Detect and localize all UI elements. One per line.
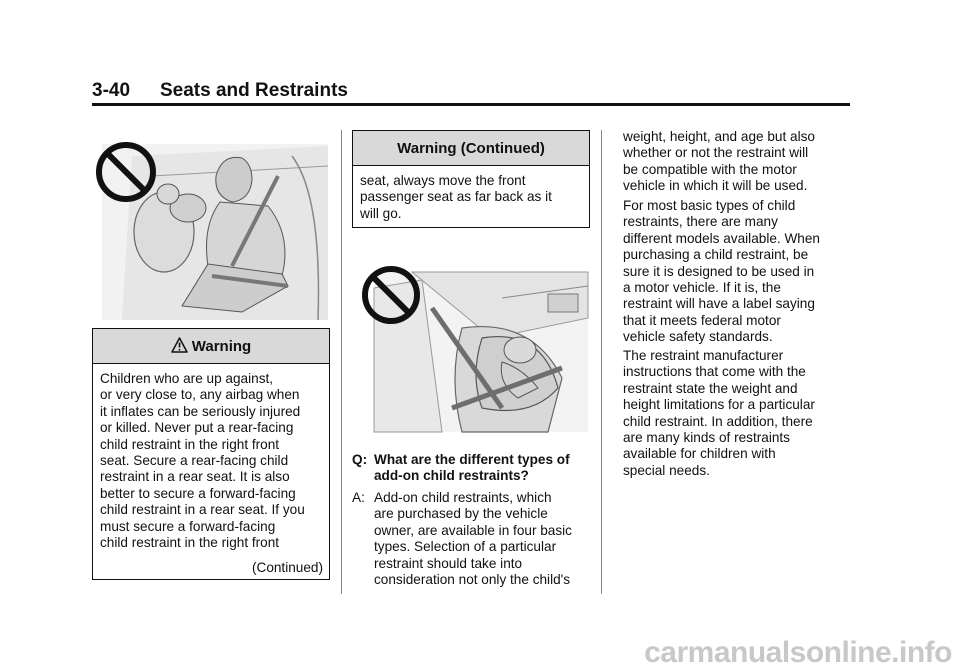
page-number: 3-40 (92, 80, 131, 101)
answer-text (374, 490, 590, 588)
warning-title: Warning (Continued) (397, 140, 545, 157)
paragraph-instructions (623, 348, 853, 479)
paragraph-line: be compatible with the motor (623, 161, 797, 177)
paragraph-compatibility (623, 129, 853, 195)
alert-triangle-icon (171, 331, 188, 366)
paragraph-line: different models available. When (623, 230, 820, 246)
question-line: What are the different types of (374, 452, 570, 467)
column-divider-1 (341, 130, 342, 594)
answer-line: consideration not only the child's (374, 572, 571, 588)
paragraph-line: restraints, there are many (623, 214, 778, 230)
paragraph-line: For most basic types of child (623, 198, 796, 213)
paragraph-line: vehicle in which it will be used. (623, 178, 808, 194)
answer-line: are purchased by the vehicle (374, 506, 548, 522)
answer-line: restraint should take into (374, 555, 523, 571)
paragraph-line: The restraint manufacturer (623, 348, 784, 363)
warning-box-airbag (92, 328, 330, 580)
question-line: add-on child restraints? (374, 468, 529, 484)
paragraph-line: sure it is designed to be used in (623, 263, 815, 279)
paragraph-line: child restraint. In addition, there (623, 413, 813, 429)
warning-line: Children who are up against, (100, 371, 274, 386)
paragraph-line: restraint will have a label saying (623, 296, 815, 312)
paragraph-line: special needs. (623, 462, 710, 478)
warning-line: child restraint in a rear seat. If you (100, 502, 305, 518)
paragraph-line: available for children with (623, 446, 776, 462)
paragraph-line: weight, height, and age but also (623, 129, 815, 144)
warning-line: better to secure a forward-facing (100, 485, 296, 501)
paragraph-line: vehicle safety standards. (623, 329, 773, 345)
warning-line: will go. (360, 205, 402, 221)
paragraph-line: height limitations for a particular (623, 397, 815, 413)
warning-header (353, 131, 589, 166)
paragraph-line: whether or not the restraint will (623, 145, 809, 161)
section-title: Seats and Restraints (160, 80, 348, 101)
answer-line: Add-on child restraints, which (374, 490, 552, 505)
question-label: Q: (352, 452, 368, 467)
warning-body (93, 364, 329, 551)
answer-block (352, 490, 592, 590)
warning-line: passenger seat as far back as it (360, 189, 552, 205)
page-header (92, 80, 850, 106)
answer-line: owner, are available in four basic (374, 522, 572, 538)
question-text (374, 452, 590, 485)
warning-box-continued (352, 130, 590, 228)
watermark: carmanualsonline.info (644, 636, 952, 669)
answer-line: types. Selection of a particular (374, 539, 557, 555)
warning-line: seat. Secure a rear-facing child (100, 453, 289, 469)
answer-label: A: (352, 490, 365, 505)
warning-title: Warning (191, 338, 252, 355)
paragraph-line: purchasing a child restraint, be (623, 247, 809, 263)
warning-header (93, 329, 329, 364)
figure-rear-facing-seat (352, 258, 590, 434)
figure-airbag-infant (92, 136, 328, 320)
warning-line: it inflates can be seriously injured (100, 403, 301, 419)
paragraph-line: that it meets federal motor (623, 312, 781, 328)
paragraph-models (623, 198, 853, 346)
warning-line: or killed. Never put a rear-facing (100, 420, 294, 436)
paragraph-line: a motor vehicle. If it is, the (623, 280, 781, 296)
warning-line: child restraint in the right front (100, 535, 280, 551)
paragraph-line: instructions that come with the (623, 364, 806, 380)
column-divider-2 (601, 130, 602, 594)
warning-line: restraint in a rear seat. It is also (100, 469, 290, 485)
warning-line: seat, always move the front (360, 173, 526, 188)
warning-line: must secure a forward-facing (100, 518, 276, 534)
paragraph-line: are many kinds of restraints (623, 430, 790, 446)
question-block (352, 452, 592, 486)
paragraph-line: restraint state the weight and (623, 380, 798, 396)
warning-body (353, 166, 589, 222)
continued-label: (Continued) (251, 560, 323, 575)
warning-line: or very close to, any airbag when (100, 387, 300, 403)
warning-line: child restraint in the right front (100, 436, 280, 452)
